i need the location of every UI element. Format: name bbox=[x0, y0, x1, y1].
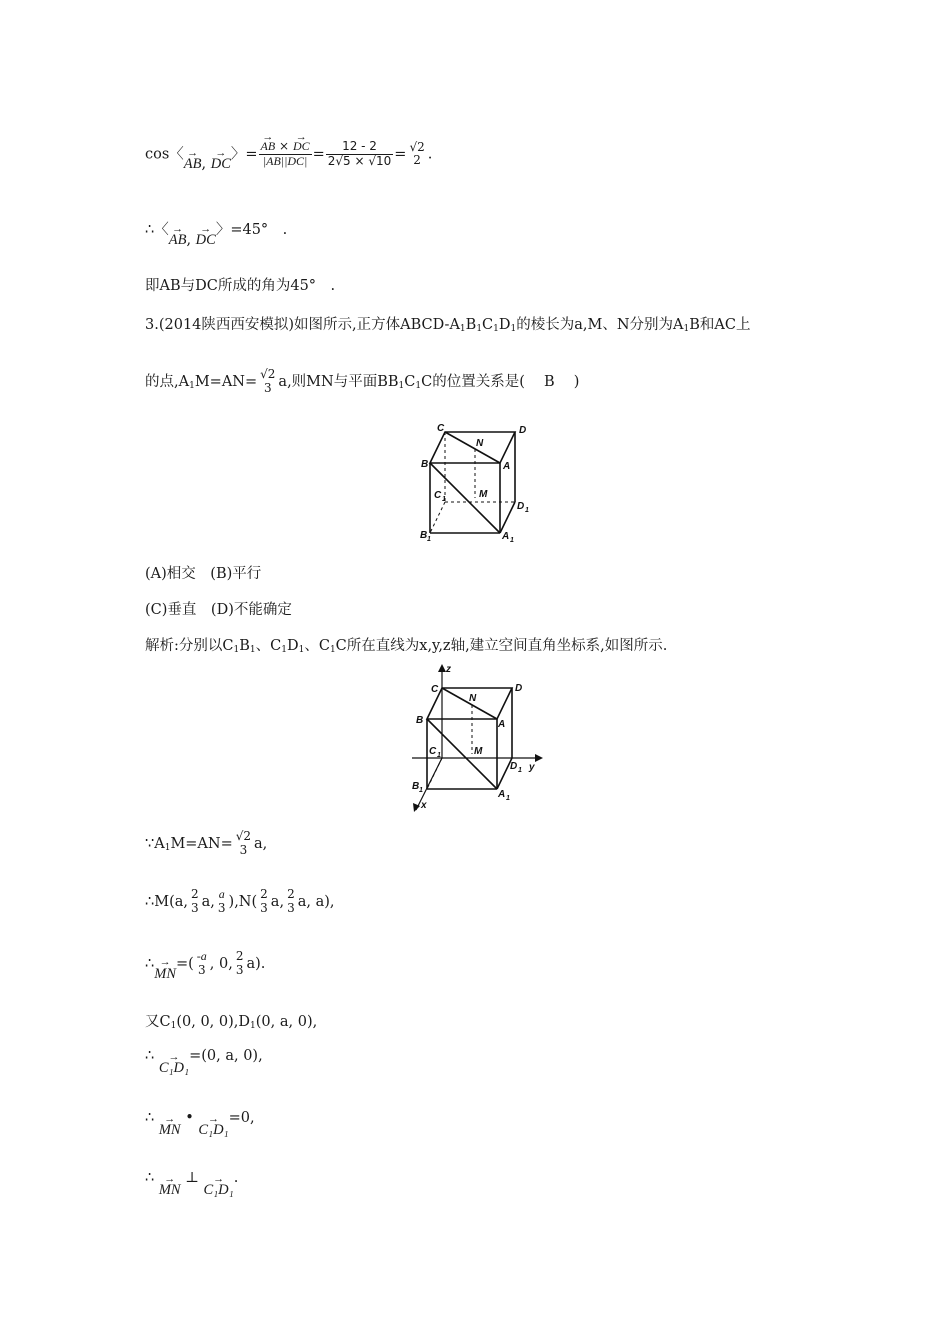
problem-text: a,则MN与平面BB bbox=[278, 373, 399, 390]
subscript: 1 bbox=[415, 380, 422, 391]
fraction bbox=[216, 888, 228, 916]
point-m-prefix: ∴M(a, bbox=[145, 893, 188, 910]
times-sign: × bbox=[279, 139, 290, 153]
numerator: 2 bbox=[287, 887, 295, 901]
problem-text: C bbox=[404, 373, 416, 390]
z-arrow-head bbox=[438, 664, 446, 672]
problem-text: B bbox=[465, 317, 477, 333]
angle-result-line bbox=[145, 218, 288, 248]
subscript: 1 bbox=[164, 842, 171, 853]
label-b: B bbox=[416, 715, 424, 726]
equation-text: =( bbox=[175, 955, 194, 972]
subscript: 1 bbox=[281, 645, 287, 655]
fraction-numeric bbox=[326, 140, 394, 169]
denominator: 3 bbox=[235, 962, 244, 977]
label-d1: D bbox=[510, 761, 518, 772]
label-c1: C bbox=[429, 746, 437, 757]
fraction bbox=[285, 888, 297, 916]
fraction-result bbox=[407, 141, 426, 169]
given-lengths-line bbox=[145, 830, 267, 858]
label-c: C bbox=[437, 423, 445, 434]
cos-mid: 〉= bbox=[230, 146, 258, 163]
equals: = bbox=[312, 146, 325, 163]
problem-text: C bbox=[482, 317, 494, 333]
subscript: 1 bbox=[249, 645, 256, 655]
numerator: a bbox=[218, 887, 225, 901]
subscript: 1 bbox=[250, 1021, 256, 1031]
vector-mn: → MN bbox=[159, 1122, 181, 1139]
label-sub: 1 bbox=[427, 536, 431, 543]
analysis-line bbox=[145, 634, 667, 655]
analysis-text: B bbox=[239, 638, 250, 654]
numerator: √2 bbox=[260, 367, 276, 381]
subscript: 1 bbox=[459, 324, 466, 334]
denominator: 3 bbox=[260, 900, 268, 915]
analysis-text: D bbox=[286, 638, 299, 654]
therefore-symbol: ∴ bbox=[145, 1170, 155, 1186]
result-numerator: √2 bbox=[409, 139, 425, 154]
equation-text: , 0, bbox=[209, 955, 233, 972]
comma: , bbox=[201, 156, 207, 173]
label-d1: D bbox=[517, 501, 525, 512]
result-denominator: 2 bbox=[413, 153, 421, 168]
label-m: M bbox=[474, 746, 483, 757]
point-n-prefix: ),N( bbox=[228, 893, 258, 910]
subscript: 1 bbox=[298, 645, 305, 655]
label-sub: 1 bbox=[437, 752, 441, 759]
denominator: 3 bbox=[217, 900, 226, 915]
coord-text: a, a), bbox=[297, 893, 335, 910]
because-prefix: ∵A bbox=[145, 835, 165, 852]
numeric-denominator: 2√5 × √10 bbox=[327, 153, 392, 168]
vector-mn: → MN bbox=[159, 1182, 181, 1199]
cube-figure-2 bbox=[398, 662, 548, 812]
angle-value: 〉=45° . bbox=[215, 222, 288, 238]
axis-label-x: x bbox=[421, 800, 427, 811]
equation-text: =0, bbox=[228, 1110, 255, 1126]
period: . bbox=[427, 146, 433, 163]
vector-dc: → DC bbox=[196, 232, 216, 249]
therefore-symbol: ∴ bbox=[145, 1048, 155, 1064]
label-b1: B bbox=[412, 781, 420, 792]
subscript: 1 bbox=[476, 324, 483, 334]
subscript: 1 bbox=[398, 380, 405, 391]
subscript: 1 bbox=[233, 645, 240, 655]
perpendicular-symbol: ⊥ bbox=[185, 1170, 199, 1186]
label-c: C bbox=[431, 684, 439, 695]
cos-prefix: cos〈 bbox=[145, 146, 184, 163]
fraction-root2-over-3 bbox=[258, 368, 277, 396]
coord-text: a, bbox=[270, 893, 285, 910]
equation-text: =(0, a, 0), bbox=[189, 1048, 263, 1064]
label-b: B bbox=[421, 459, 429, 470]
subscript: 1 bbox=[170, 1021, 177, 1031]
vector-mn-line bbox=[145, 949, 266, 982]
fraction bbox=[195, 950, 209, 978]
coordinates-c1-d1-line bbox=[145, 1010, 317, 1031]
coord-text: (0, 0, 0),D bbox=[176, 1014, 251, 1030]
numeric-numerator: 12 - 2 bbox=[342, 139, 377, 153]
problem-text: C的位置关系是( B ) bbox=[421, 373, 580, 390]
numerator: 2 bbox=[190, 887, 199, 901]
cube-figure-1 bbox=[415, 420, 535, 545]
equation-text: a, bbox=[254, 835, 268, 852]
comma: , bbox=[186, 232, 192, 248]
fraction bbox=[258, 888, 270, 916]
label-n: N bbox=[469, 693, 477, 704]
vector-c1d1: → C₁D₁ bbox=[159, 1060, 189, 1077]
therefore-angle-prefix: ∴〈 bbox=[145, 222, 169, 238]
label-m: M bbox=[479, 489, 488, 500]
problem-text: 3.(2014陕西西安模拟)如图所示,正方体ABCD-A bbox=[145, 317, 460, 333]
perpendicular-line bbox=[145, 1170, 239, 1198]
problem-text: D bbox=[498, 317, 511, 333]
vector-ab: → AB bbox=[184, 156, 202, 173]
options-line-1: (A)相交 (B)平行 bbox=[145, 566, 262, 582]
label-d: D bbox=[515, 683, 523, 694]
equation-text: . bbox=[233, 1170, 239, 1186]
conclusion-line: 即AB与DC所成的角为45° . bbox=[145, 278, 336, 294]
coord-text: a, bbox=[201, 893, 215, 910]
vector-ab: → AB bbox=[169, 232, 187, 249]
label-sub: 1 bbox=[442, 496, 446, 503]
label-sub: 1 bbox=[525, 507, 529, 514]
dot-product-line bbox=[145, 1110, 255, 1138]
analysis-text: C所在直线为x,y,z轴,建立空间直角坐标系,如图所示. bbox=[335, 638, 668, 654]
denominator: 3 bbox=[197, 962, 206, 977]
analysis-text: 、C bbox=[304, 638, 330, 654]
vector-mn: → MN bbox=[154, 966, 176, 983]
denominator: 3 bbox=[263, 380, 272, 395]
label-a: A bbox=[503, 461, 511, 472]
coord-text: (0, a, 0), bbox=[255, 1014, 318, 1030]
denominator: 3 bbox=[287, 900, 295, 915]
numerator: -a bbox=[196, 949, 207, 963]
fraction bbox=[189, 888, 201, 916]
problem-line-2 bbox=[145, 368, 579, 396]
coord-text: 又C bbox=[145, 1014, 171, 1030]
therefore-symbol: ∴ bbox=[145, 1110, 155, 1126]
label-sub: 1 bbox=[518, 767, 522, 774]
vector-dc: → DC bbox=[211, 156, 231, 173]
vector-c1d1: → C₁D₁ bbox=[198, 1122, 228, 1139]
equation-text: a). bbox=[246, 955, 266, 972]
label-a: A bbox=[498, 719, 506, 730]
equation-text: M=AN= bbox=[170, 835, 233, 852]
problem-text: 的点,A bbox=[145, 373, 190, 390]
label-sub: 1 bbox=[506, 795, 510, 802]
subscript: 1 bbox=[510, 324, 517, 334]
norms-denominator: |AB||DC| bbox=[259, 154, 312, 169]
label-a1: A bbox=[498, 789, 506, 800]
fraction-dot-over-norms bbox=[259, 140, 312, 169]
problem-text: 的棱长为a,M、N分别为A bbox=[516, 317, 684, 333]
numerator: 2 bbox=[235, 949, 244, 963]
fraction bbox=[234, 950, 246, 978]
therefore-symbol: ∴ bbox=[145, 955, 155, 972]
label-sub: 1 bbox=[419, 787, 423, 794]
subscript: 1 bbox=[189, 380, 195, 391]
options-line-2: (C)垂直 (D)不能确定 bbox=[145, 602, 292, 618]
numerator: √2 bbox=[235, 829, 252, 843]
coordinates-m-n-line bbox=[145, 888, 334, 916]
vector-c1d1-line bbox=[145, 1048, 263, 1076]
problem-text: M=AN= bbox=[194, 373, 258, 390]
label-b1: B bbox=[420, 530, 428, 541]
equals-2: = bbox=[394, 146, 407, 163]
num-vector-dc: → DC bbox=[293, 140, 310, 154]
dot-operator: • bbox=[185, 1110, 194, 1126]
vector-c1d1: → C₁D₁ bbox=[203, 1182, 233, 1199]
denominator: 3 bbox=[190, 900, 199, 915]
num-vector-ab: → AB bbox=[261, 140, 276, 154]
fraction-root2-over-3 bbox=[234, 830, 253, 858]
problem-line-1 bbox=[145, 313, 751, 334]
subscript: 1 bbox=[329, 645, 336, 655]
label-c1: C bbox=[434, 490, 442, 501]
axis-label-z: z bbox=[446, 664, 451, 675]
y-arrow-head bbox=[535, 754, 543, 762]
problem-text: B和AC上 bbox=[689, 317, 751, 333]
denominator: 3 bbox=[239, 842, 248, 857]
numerator: 2 bbox=[260, 887, 268, 901]
subscript: 1 bbox=[683, 324, 690, 334]
label-a1: A bbox=[502, 531, 510, 542]
label-n: N bbox=[476, 438, 484, 449]
subscript: 1 bbox=[493, 324, 499, 334]
label-sub: 1 bbox=[510, 537, 514, 544]
analysis-text: 、C bbox=[255, 638, 282, 654]
label-d: D bbox=[519, 425, 527, 436]
cos-formula-line bbox=[145, 139, 433, 173]
analysis-text: 解析:分别以C bbox=[145, 638, 234, 654]
axis-label-y: y bbox=[529, 762, 535, 773]
